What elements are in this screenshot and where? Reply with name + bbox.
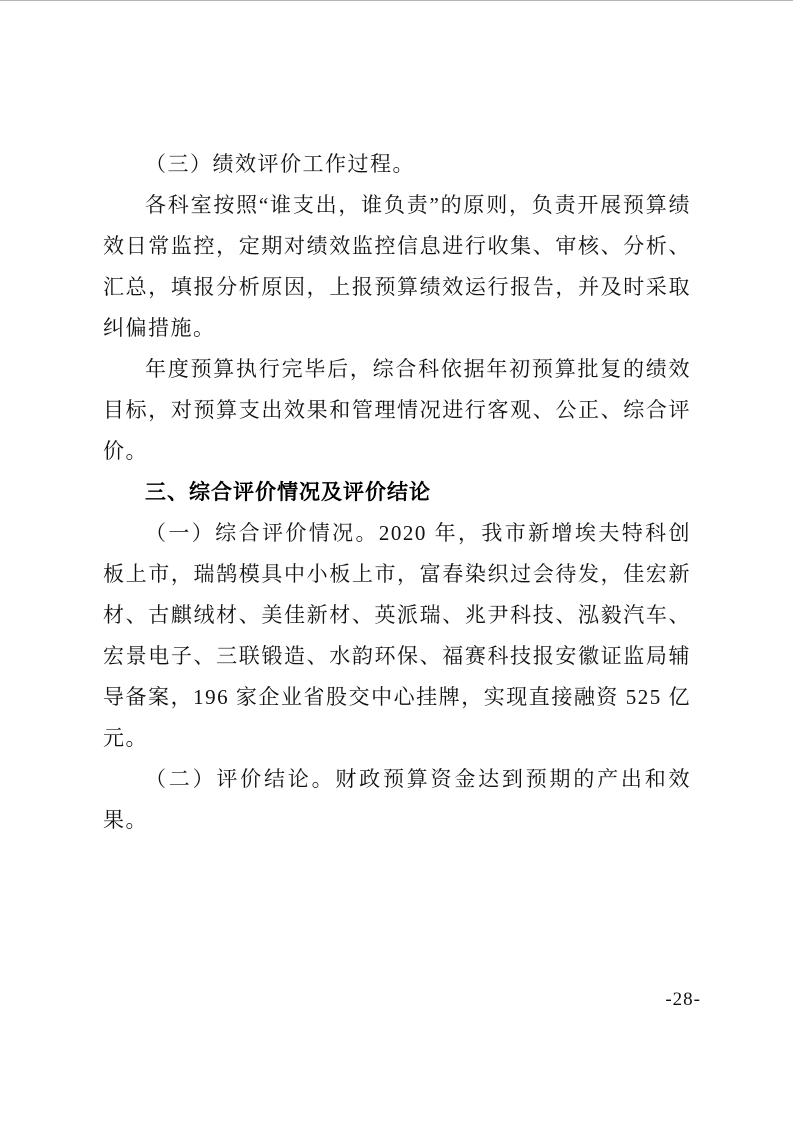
section-heading-comprehensive-evaluation: 三、综合评价情况及评价结论 [145,481,431,504]
paragraph-evaluation-situation: （一）综合评价情况。2020 年，我市新增埃夫特科创板上市，瑞鹄模具中小板上市，富春染织过会待发，佳宏新材、古麒绒材、美佳新材、英派瑞、兆尹科技、泓毅汽车、宏景电子、三联锻造、水韵环保、福赛科技报安徽证监局辅导备案，196 家企业省股交中心挂牌，实现直接融资 525 亿元。 [103,521,691,750]
paragraph-annual-evaluation: 年度预算执行完毕后，综合科依据年初预算批复的绩效目标，对预算支出效果和管理情况进行客观、公正、综合评价。 [103,357,691,463]
document-body [103,144,691,841]
paragraph-evaluation-conclusion: （二）评价结论。财政预算资金达到预期的产出和效果。 [103,767,691,832]
page-number: -28- [665,989,701,1010]
document-page [0,1,793,1123]
paragraph-daily-monitoring: 各科室按照“谁支出，谁负责”的原则，负责开展预算绩效日常监控，定期对绩效监控信息进行收集、审核、分析、汇总，填报分析原因，上报预算绩效运行报告，并及时采取纠偏措施。 [103,193,691,340]
paragraph-section-3-title: （三）绩效评价工作过程。 [145,152,415,176]
